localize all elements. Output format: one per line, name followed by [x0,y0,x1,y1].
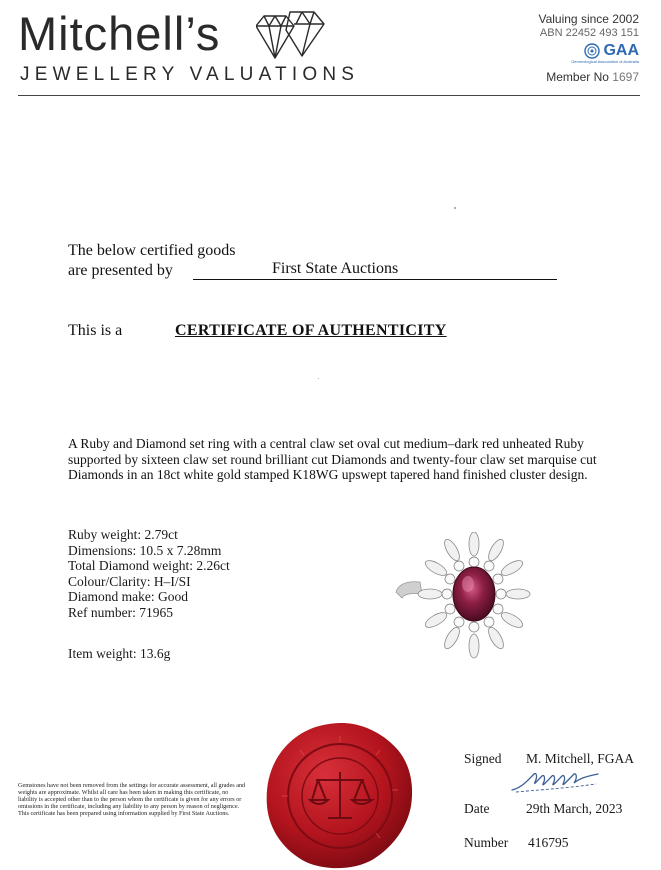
date-value: 29th March, 2023 [526,801,623,816]
spec-item-weight: Item weight: 13.6g [68,646,171,661]
scan-speck [454,207,456,209]
scan-speck [318,378,319,379]
spec-ruby-weight: Ruby weight: 2.79ct [68,527,178,542]
presenter-name: First State Auctions [272,260,399,277]
spec-dimensions: Dimensions: 10.5 x 7.28mm [68,542,222,558]
ring-photo [392,532,532,662]
spec-list [68,527,230,620]
number-label: Number [464,835,509,850]
this-is-label: This is a [68,322,123,339]
goods-line-1: The below certified goods [68,242,236,259]
number-value: 416795 [528,835,569,850]
header-divider [18,95,640,96]
brand-subtitle: JEWELLERY VALUATIONS [20,64,360,85]
goods-line-2: are presented by [68,262,173,279]
spec-diamond-make: Diamond make: Good [68,589,188,604]
diamond-logo-icon [256,8,332,64]
date-label: Date [464,801,490,816]
signed-value: M. Mitchell, FGAA [526,751,634,766]
signature [508,768,608,796]
signed-label: Signed [464,751,502,766]
gaa-full-name: Gemmological Association of Australia [571,59,639,64]
spec-colour-clarity: Colour/Clarity: H–I/SI [68,573,191,589]
member-number [538,70,639,84]
gaa-logo-icon [584,43,600,59]
wax-seal [264,720,414,870]
valuing-since: Valuing since 2002 [538,12,639,26]
spec-ref-number: Ref number: 71965 [68,604,173,620]
member-value: 1697 [612,70,639,84]
member-prefix: Member No [546,70,609,84]
item-description: A Ruby and Diamond set ring with a central claw set oval cut medium–dark red unheated Ruby supported by sixteen claw set round brilliant cut Diamonds and twenty-four claw set marquise cut Diamonds in an 18ct white gold stamped K18WG upswept tapered hand finished cluster design. [68,436,597,482]
abn-number: ABN 22452 493 151 [539,27,639,39]
gaa-logo [538,42,639,60]
disclaimer-text: Gemstones have not been removed from the settings for accurate assessment, all grades and weights are approximate. Whilst all care has been taken in making this certificate, no liability is accepted other than to the person whom the certificate is given for any errors or omissions in the certificate, including any liability to any person by reason of negligence. This certificate has been prepared using information supplied by First State Auctions. [18,782,246,817]
spec-total-diamond-weight: Total Diamond weight: 2.26ct [68,558,230,573]
gaa-label: GAA [603,42,639,59]
brand-name: Mitchell’s [18,7,221,60]
certificate-title: CERTIFICATE OF AUTHENTICITY [175,322,447,339]
header-credentials [538,12,639,84]
